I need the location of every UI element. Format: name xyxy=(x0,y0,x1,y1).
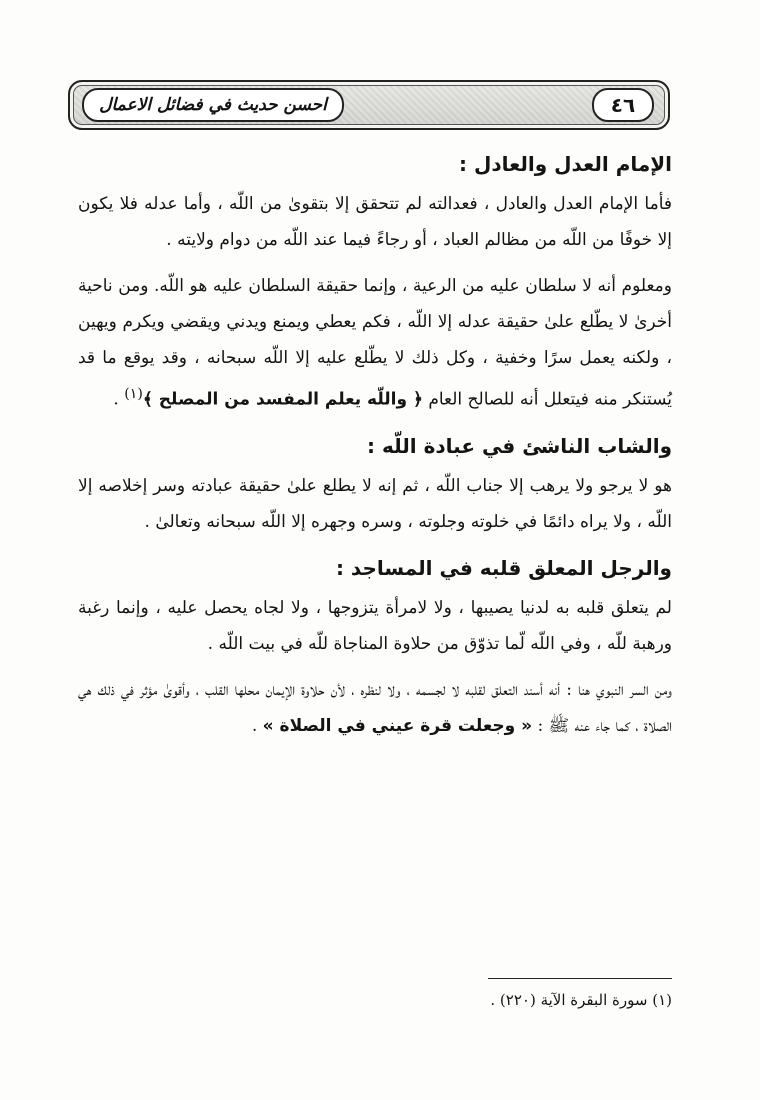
page-number: ٤٦ xyxy=(592,88,654,122)
section-heading-just-imam: الإمام العدل والعادل : xyxy=(459,152,672,176)
paragraph: فأما الإمام العدل والعادل ، فعدالته لم تتحقق إلا بتقوىٰ من اللّه ، وأما عدله فلا يكون إلا خوفًا من اللّه من مظالم العباد ، أو رجاءً فيما عند اللّه من دوام ولايته . xyxy=(78,194,672,250)
book-title: احسن حديث في فضائل الاعمال xyxy=(82,88,344,122)
paragraph-text: ومعلوم أنه لا سلطان عليه من الرعية ، وإنما حقيقة السلطان عليه هو اللّه. ومن ناحية أخرىٰ لا يطّلع علىٰ حقيقة عدله إلا اللّه ، فكم يعطي ويمنع ويدني ويقضي ويكرم ويهين ، ولكنه يعمل سرًا وخفية ، وكل ذلك لا يطّلع عليه إلا اللّه سبحانه ، وقد يوقع ما قد يُستنكر منه فيتعلل أنه للصالح العام xyxy=(78,276,672,410)
page-body xyxy=(78,146,672,754)
footnote: (١) سورة البقرة الآية (٢٢٠) . xyxy=(490,991,672,1009)
hadith-quote: « وجعلت قرة عيني في الصلاة » xyxy=(262,715,533,736)
paragraph: هو لا يرجو ولا يرهب إلا جناب اللّه ، ثم إنه لا يطلع علىٰ حقيقة عبادته وسر إخلاصه إلا اللّه ، ولا يراه دائمًا في خلوته وجلوته ، وسره وجهره إلا اللّه سبحانه وتعالىٰ . xyxy=(78,475,672,532)
sentence-end: . xyxy=(113,389,125,410)
page-header xyxy=(68,80,670,130)
footnote-marker: (١) xyxy=(124,386,143,402)
section-heading-mosque: والرجل المعلق قلبه في المساجد : xyxy=(335,555,672,580)
quran-quote: ﴿ واللّه يعلم المفسد من المصلح ﴾ xyxy=(142,389,423,410)
sentence-end: . xyxy=(251,715,263,736)
paragraph-with-quote xyxy=(78,672,672,744)
paragraph: لم يتعلق قلبه به لدنيا يصيبها ، ولا لامرأة يتزوجها ، ولا لجاه يحصل عليه ، وإنما رغبة ورهبة للّه ، وفي اللّه لّما تذوّق من حلاوة المناجاة للّه في بيت اللّه . xyxy=(78,597,672,654)
paragraph-with-quote xyxy=(78,268,672,418)
footnote-divider xyxy=(488,978,672,979)
paragraph-text: ومن السر النبوي هنا : أنه أسند التعلق لقلبه لا لجسمه ، ولا لنظره ، لأن حلاوة الإيمان محلها القلب ، وأقوىٰ مؤثر في ذلك هي الصلاة ، كما جاء عنه ﷺ : xyxy=(78,679,672,736)
section-heading-young-man: والشاب الناشئ في عبادة اللّه : xyxy=(367,433,672,458)
